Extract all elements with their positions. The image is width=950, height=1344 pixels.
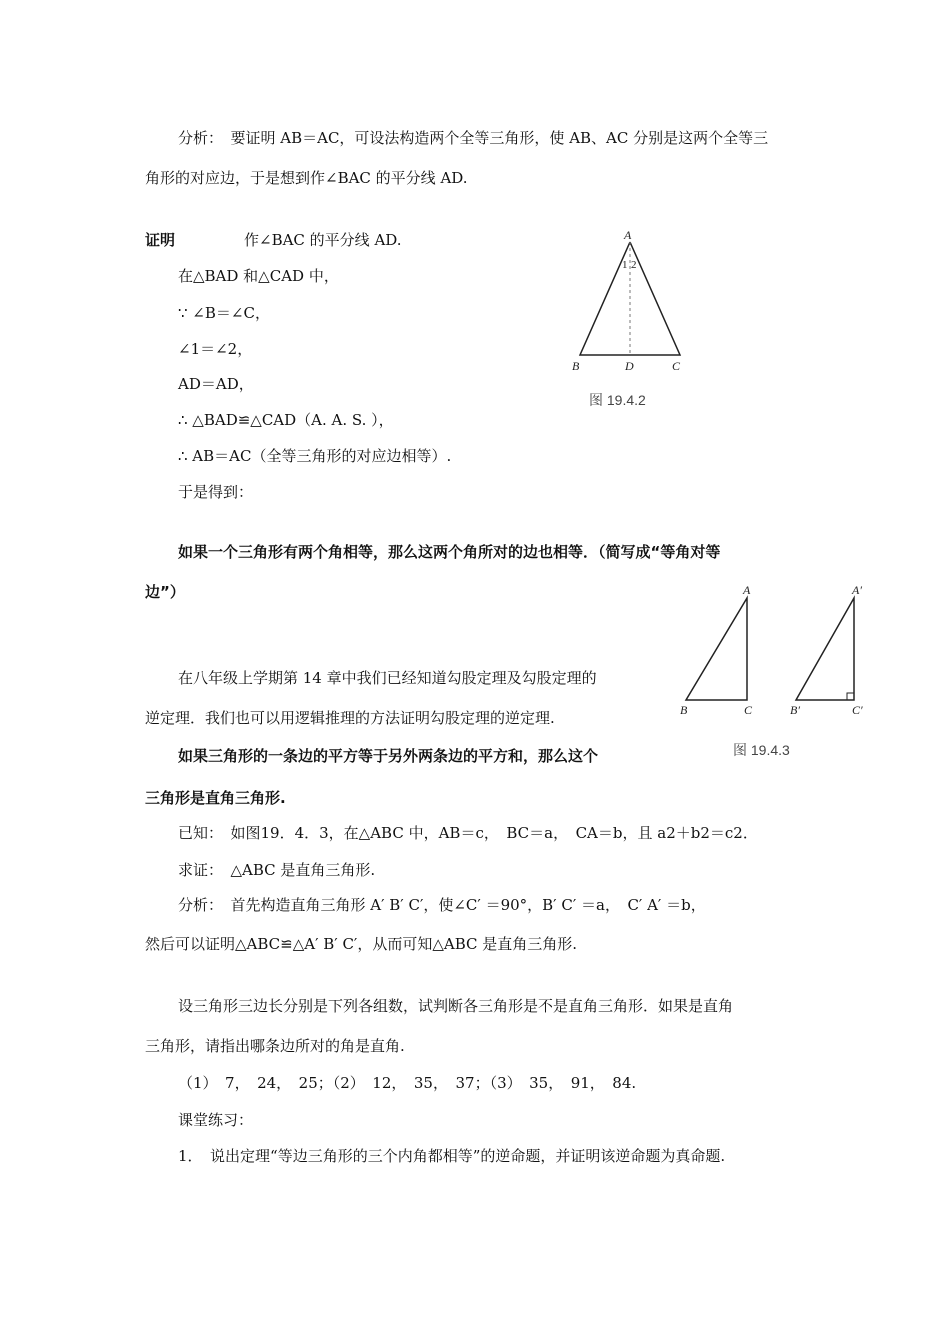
pythagoras-intro-line-1: 在八年级上学期第 14 章中我们已经知道勾股定理及勾股定理的 <box>178 669 597 687</box>
proof-step-6: ∴ AB＝AC（全等三角形的对应边相等）. <box>178 447 452 465</box>
analysis-line-1: 分析： 要证明 AB＝AC，可设法构造两个全等三角形，使 AB、AC 分别是这两个全等三 <box>178 129 769 147</box>
angle-2-label: 2 <box>631 259 637 271</box>
proof-step-7: 于是得到： <box>178 483 254 501</box>
given-statement: 已知： 如图19．4．3，在△ABC 中，AB＝c， BC＝a， CA＝b，且 a2＋b2＝c2． <box>178 824 758 842</box>
figure-19-4-3-caption: 图 19.4.3 <box>733 742 790 758</box>
exercise-line-2: 三角形，请指出哪条边所对的角是直角. <box>145 1037 405 1055</box>
vertex-a-label: A <box>624 228 632 242</box>
analysis2-line-1: 分析： 首先构造直角三角形 A′ B′ C′，使∠C′ ＝90°，B′ C′ ＝a， C′ A′ ＝b， <box>178 896 706 914</box>
right-angle-mark <box>847 693 854 700</box>
vertex-c-label: C <box>672 359 681 373</box>
proof-step-1: 在△BAD 和△CAD 中， <box>178 267 339 285</box>
vertex-b-label: B <box>572 359 580 373</box>
vertex-a-label: A <box>743 583 751 597</box>
analysis2-line-2: 然后可以证明△ABC≌△A′ B′ C′，从而可知△ABC 是直角三角形. <box>145 935 578 953</box>
exercise-number-sets: （1） 7， 24， 25；（2） 12， 35， 37；（3） 35， 91， 84. <box>178 1074 637 1092</box>
triangle-a-prime-b-prime-c-prime <box>796 598 854 700</box>
proof-step-2: ∵ ∠B＝∠C， <box>178 304 270 322</box>
proof-step-4: AD＝AD， <box>178 375 254 393</box>
pythagoras-intro-line-2: 逆定理．我们也可以用逻辑推理的方法证明勾股定理的逆定理. <box>145 709 555 727</box>
figure-19-4-2-caption: 图 19.4.2 <box>589 392 646 408</box>
vertex-c-label: C <box>744 703 753 717</box>
theorem2-line-2: 三角形是直角三角形. <box>145 789 286 807</box>
vertex-a-prime-label: A′ <box>852 583 862 597</box>
prove-statement: 求证： △ABC 是直角三角形. <box>178 861 376 879</box>
proof-step-3: ∠1＝∠2， <box>178 340 253 358</box>
angle-1-label: 1 <box>622 259 628 271</box>
classwork-item-1: 1． 说出定理“等边三角形的三个内角都相等”的逆命题，并证明该逆命题为真命题. <box>178 1147 726 1165</box>
vertex-b-prime-label: B′ <box>790 703 800 717</box>
exercise-line-1: 设三角形三边长分别是下列各组数，试判断各三角形是不是直角三角形．如果是直角 <box>178 997 734 1015</box>
proof-step-5: ∴ △BAD≌△CAD（A. A. S. ）， <box>178 411 394 429</box>
theorem2-line-1: 如果三角形的一条边的平方等于另外两条边的平方和，那么这个 <box>178 747 599 765</box>
vertex-c-prime-label: C′ <box>852 703 863 717</box>
vertex-d-label: D <box>625 359 634 373</box>
classwork-title: 课堂练习： <box>178 1111 254 1129</box>
isosceles-triangle-figure <box>560 222 700 380</box>
theorem1-line-1: 如果一个三角形有两个角相等，那么这两个角所对的边也相等．（简写成“等角对等 <box>178 543 721 561</box>
theorem1-line-2: 边”） <box>145 583 185 601</box>
proof-step-0: 作∠BAC 的平分线 AD. <box>244 231 402 249</box>
analysis-line-2: 角形的对应边，于是想到作∠BAC 的平分线 AD. <box>145 169 468 187</box>
triangle-abc <box>686 598 747 700</box>
proof-label: 证明 <box>145 231 176 249</box>
vertex-b-label: B <box>680 703 688 717</box>
right-triangles-figure <box>672 580 892 720</box>
